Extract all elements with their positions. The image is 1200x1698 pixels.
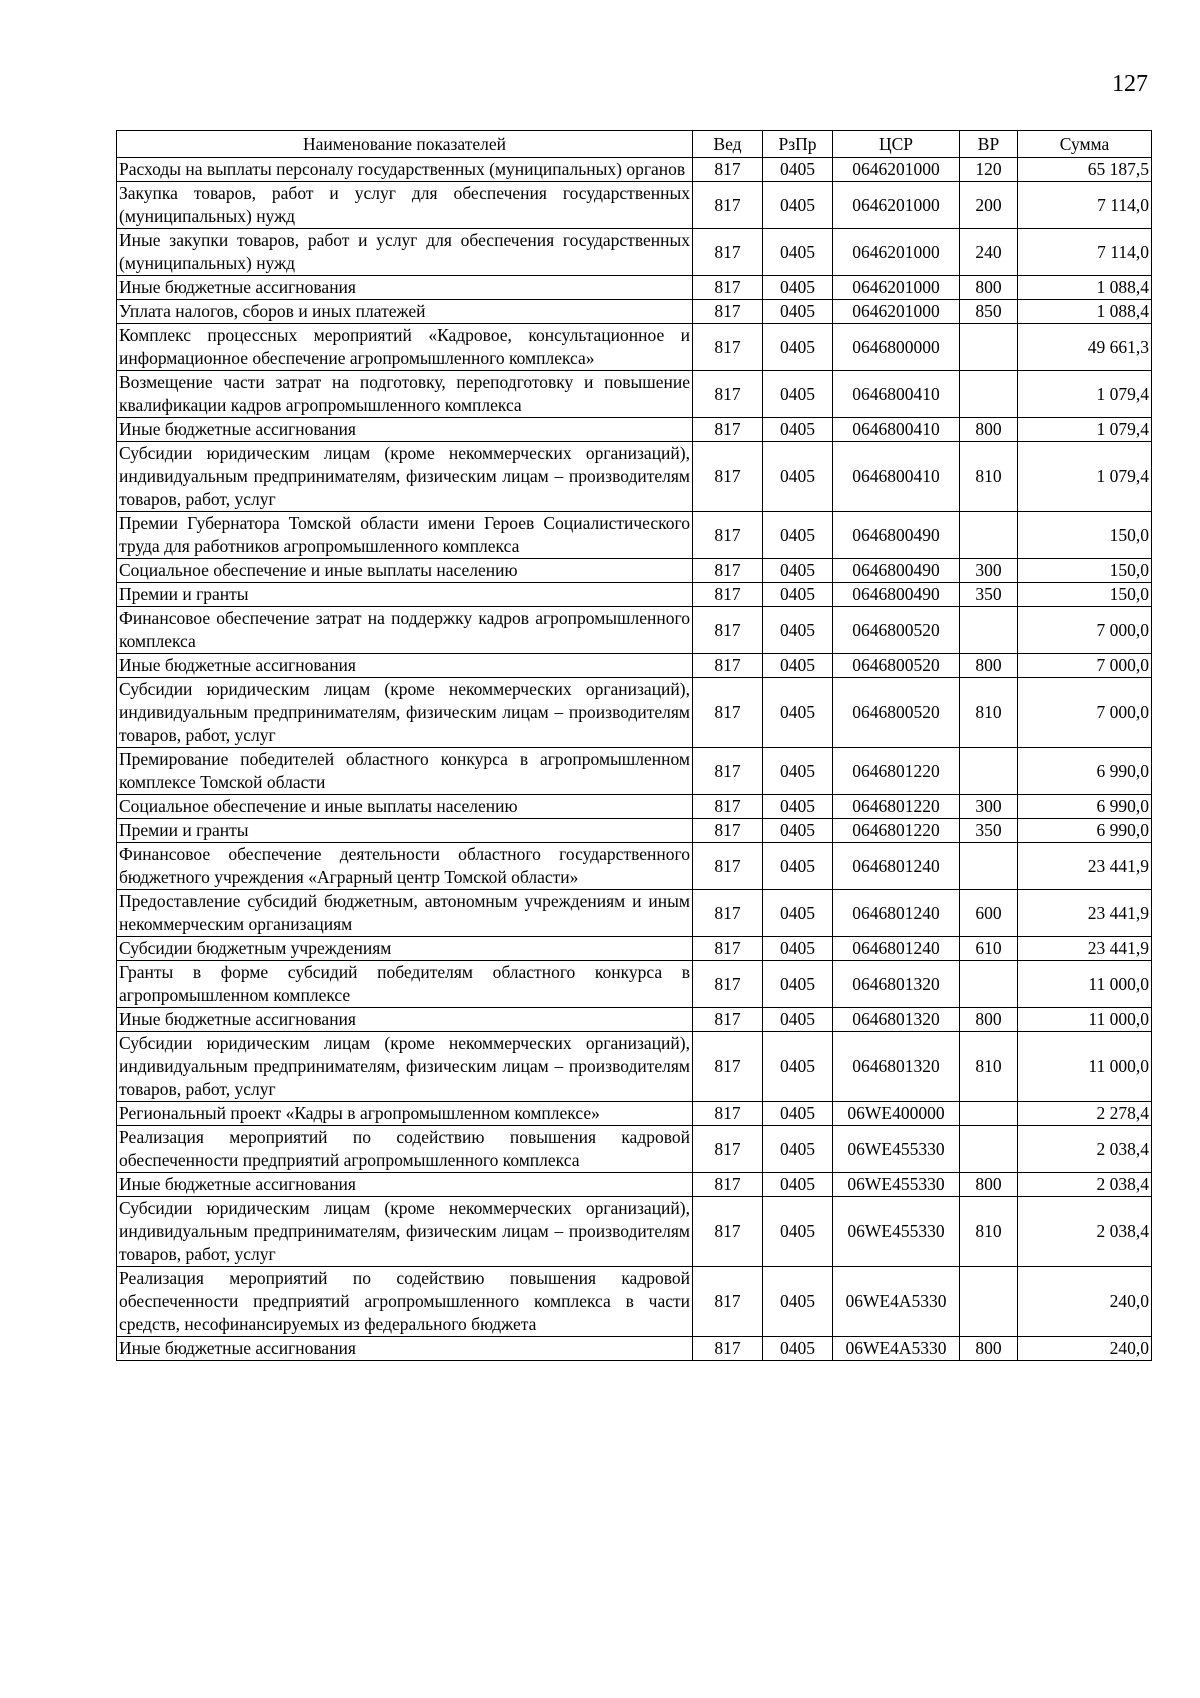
cell-rzpr: 0405 (763, 182, 833, 229)
cell-ved: 817 (693, 795, 763, 819)
cell-ved: 817 (693, 1102, 763, 1126)
cell-csr: 0646201000 (833, 158, 960, 182)
cell-name: Расходы на выплаты персоналу государственных (муниципальных) органов (117, 158, 693, 182)
cell-rzpr: 0405 (763, 1173, 833, 1197)
cell-csr: 0646800000 (833, 324, 960, 371)
cell-sum: 6 990,0 (1018, 795, 1152, 819)
cell-name: Премии и гранты (117, 583, 693, 607)
cell-sum: 240,0 (1018, 1267, 1152, 1337)
cell-ved: 817 (693, 512, 763, 559)
cell-ved: 817 (693, 158, 763, 182)
cell-csr: 0646800490 (833, 512, 960, 559)
cell-name: Иные бюджетные ассигнования (117, 276, 693, 300)
cell-vr (960, 748, 1018, 795)
cell-csr: 0646801320 (833, 1008, 960, 1032)
cell-vr: 800 (960, 1008, 1018, 1032)
cell-csr: 0646800410 (833, 442, 960, 512)
table-row (117, 1267, 1152, 1337)
cell-csr: 0646800520 (833, 607, 960, 654)
cell-rzpr: 0405 (763, 1197, 833, 1267)
cell-vr: 810 (960, 1032, 1018, 1102)
cell-ved: 817 (693, 1173, 763, 1197)
cell-ved: 817 (693, 654, 763, 678)
cell-vr: 240 (960, 229, 1018, 276)
cell-csr: 0646800490 (833, 559, 960, 583)
cell-sum: 7 114,0 (1018, 182, 1152, 229)
cell-name: Закупка товаров, работ и услуг для обеспечения государственных (муниципальных) нужд (117, 182, 693, 229)
cell-csr: 06WE455330 (833, 1197, 960, 1267)
cell-rzpr: 0405 (763, 583, 833, 607)
table-row (117, 748, 1152, 795)
cell-rzpr: 0405 (763, 324, 833, 371)
table-row (117, 324, 1152, 371)
table-row (117, 559, 1152, 583)
cell-sum: 150,0 (1018, 583, 1152, 607)
cell-sum: 23 441,9 (1018, 890, 1152, 937)
cell-ved: 817 (693, 1197, 763, 1267)
cell-ved: 817 (693, 442, 763, 512)
cell-ved: 817 (693, 300, 763, 324)
table-row (117, 418, 1152, 442)
cell-csr: 0646801220 (833, 795, 960, 819)
cell-csr: 0646801220 (833, 819, 960, 843)
cell-ved: 817 (693, 890, 763, 937)
table-row (117, 1102, 1152, 1126)
table-row (117, 512, 1152, 559)
table-row (117, 1126, 1152, 1173)
cell-name: Премии Губернатора Томской области имени Героев Социалистического труда для работников агропромышленного комплекса (117, 512, 693, 559)
cell-vr: 200 (960, 182, 1018, 229)
table-row (117, 1197, 1152, 1267)
table-row (117, 300, 1152, 324)
cell-rzpr: 0405 (763, 1126, 833, 1173)
cell-sum: 49 661,3 (1018, 324, 1152, 371)
header-vr: ВР (960, 131, 1018, 158)
cell-vr: 800 (960, 276, 1018, 300)
cell-rzpr: 0405 (763, 795, 833, 819)
cell-ved: 817 (693, 1337, 763, 1361)
table-row (117, 158, 1152, 182)
cell-sum: 150,0 (1018, 559, 1152, 583)
cell-ved: 817 (693, 1126, 763, 1173)
cell-name: Предоставление субсидий бюджетным, автономным учреждениям и иным некоммерческим организациям (117, 890, 693, 937)
cell-csr: 06WE4A5330 (833, 1337, 960, 1361)
table-row (117, 371, 1152, 418)
cell-sum: 1 079,4 (1018, 418, 1152, 442)
cell-csr: 0646201000 (833, 229, 960, 276)
cell-ved: 817 (693, 748, 763, 795)
cell-vr: 850 (960, 300, 1018, 324)
cell-name: Премии и гранты (117, 819, 693, 843)
header-sum: Сумма (1018, 131, 1152, 158)
cell-rzpr: 0405 (763, 937, 833, 961)
cell-rzpr: 0405 (763, 276, 833, 300)
header-csr: ЦСР (833, 131, 960, 158)
cell-ved: 817 (693, 418, 763, 442)
header-ved: Вед (693, 131, 763, 158)
cell-rzpr: 0405 (763, 158, 833, 182)
table-row (117, 937, 1152, 961)
page-number: 127 (1112, 71, 1148, 97)
cell-csr: 0646800520 (833, 678, 960, 748)
table-row (117, 961, 1152, 1008)
cell-rzpr: 0405 (763, 229, 833, 276)
cell-csr: 0646801220 (833, 748, 960, 795)
cell-vr: 800 (960, 1337, 1018, 1361)
cell-rzpr: 0405 (763, 300, 833, 324)
cell-rzpr: 0405 (763, 1032, 833, 1102)
cell-vr (960, 1102, 1018, 1126)
cell-name: Субсидии юридическим лицам (кроме некоммерческих организаций), индивидуальным предпринимателям, физическим лицам – производителям товаров, работ, услуг (117, 1032, 693, 1102)
table-row (117, 795, 1152, 819)
cell-csr: 0646800520 (833, 654, 960, 678)
cell-csr: 06WE455330 (833, 1126, 960, 1173)
cell-sum: 150,0 (1018, 512, 1152, 559)
cell-sum: 1 079,4 (1018, 371, 1152, 418)
cell-name: Премирование победителей областного конкурса в агропромышленном комплексе Томской области (117, 748, 693, 795)
cell-rzpr: 0405 (763, 748, 833, 795)
table-row (117, 1337, 1152, 1361)
cell-ved: 817 (693, 371, 763, 418)
cell-name: Региональный проект «Кадры в агропромышленном комплексе» (117, 1102, 693, 1126)
cell-vr: 810 (960, 442, 1018, 512)
cell-sum: 1 079,4 (1018, 442, 1152, 512)
cell-vr: 300 (960, 559, 1018, 583)
cell-vr (960, 961, 1018, 1008)
cell-name: Реализация мероприятий по содействию повышения кадровой обеспеченности предприятий агропромышленного комплекса (117, 1126, 693, 1173)
table-body (117, 158, 1152, 1361)
cell-ved: 817 (693, 583, 763, 607)
cell-name: Иные бюджетные ассигнования (117, 654, 693, 678)
cell-rzpr: 0405 (763, 371, 833, 418)
cell-name: Субсидии юридическим лицам (кроме некоммерческих организаций), индивидуальным предпринимателям, физическим лицам – производителям товаров, работ, услуг (117, 678, 693, 748)
cell-csr: 0646800410 (833, 418, 960, 442)
cell-rzpr: 0405 (763, 559, 833, 583)
cell-csr: 0646800490 (833, 583, 960, 607)
cell-name: Субсидии бюджетным учреждениям (117, 937, 693, 961)
table-row (117, 442, 1152, 512)
cell-sum: 11 000,0 (1018, 1008, 1152, 1032)
cell-sum: 6 990,0 (1018, 748, 1152, 795)
cell-rzpr: 0405 (763, 819, 833, 843)
cell-csr: 0646201000 (833, 182, 960, 229)
cell-sum: 23 441,9 (1018, 843, 1152, 890)
cell-name: Социальное обеспечение и иные выплаты населению (117, 559, 693, 583)
cell-vr (960, 324, 1018, 371)
cell-csr: 0646801240 (833, 937, 960, 961)
cell-rzpr: 0405 (763, 1267, 833, 1337)
table-row (117, 654, 1152, 678)
cell-ved: 817 (693, 819, 763, 843)
cell-vr (960, 843, 1018, 890)
cell-vr: 350 (960, 819, 1018, 843)
cell-ved: 817 (693, 607, 763, 654)
cell-vr: 600 (960, 890, 1018, 937)
table-row (117, 229, 1152, 276)
cell-ved: 817 (693, 182, 763, 229)
table-row (117, 1173, 1152, 1197)
cell-name: Иные бюджетные ассигнования (117, 1337, 693, 1361)
cell-name: Возмещение части затрат на подготовку, переподготовку и повышение квалификации кадров агропромышленного комплекса (117, 371, 693, 418)
cell-sum: 23 441,9 (1018, 937, 1152, 961)
cell-rzpr: 0405 (763, 1337, 833, 1361)
cell-vr (960, 607, 1018, 654)
cell-ved: 817 (693, 1267, 763, 1337)
table-row (117, 1032, 1152, 1102)
cell-csr: 06WE400000 (833, 1102, 960, 1126)
cell-name: Гранты в форме субсидий победителям областного конкурса в агропромышленном комплексе (117, 961, 693, 1008)
cell-ved: 817 (693, 276, 763, 300)
cell-name: Иные закупки товаров, работ и услуг для обеспечения государственных (муниципальных) нужд (117, 229, 693, 276)
cell-name: Комплекс процессных мероприятий «Кадровое, консультационное и информационное обеспечение агропромышленного комплекса» (117, 324, 693, 371)
cell-sum: 2 038,4 (1018, 1197, 1152, 1267)
cell-vr (960, 1267, 1018, 1337)
cell-csr: 06WE4A5330 (833, 1267, 960, 1337)
cell-name: Субсидии юридическим лицам (кроме некоммерческих организаций), индивидуальным предпринимателям, физическим лицам – производителям товаров, работ, услуг (117, 1197, 693, 1267)
table-row (117, 1008, 1152, 1032)
cell-sum: 11 000,0 (1018, 961, 1152, 1008)
cell-name: Иные бюджетные ассигнования (117, 418, 693, 442)
cell-sum: 2 038,4 (1018, 1173, 1152, 1197)
cell-rzpr: 0405 (763, 1008, 833, 1032)
cell-csr: 0646801320 (833, 961, 960, 1008)
cell-csr: 0646201000 (833, 300, 960, 324)
cell-sum: 6 990,0 (1018, 819, 1152, 843)
cell-csr: 0646800410 (833, 371, 960, 418)
cell-sum: 2 038,4 (1018, 1126, 1152, 1173)
cell-name: Иные бюджетные ассигнования (117, 1173, 693, 1197)
cell-vr: 810 (960, 1197, 1018, 1267)
cell-csr: 06WE455330 (833, 1173, 960, 1197)
cell-vr (960, 371, 1018, 418)
cell-sum: 7 000,0 (1018, 678, 1152, 748)
cell-ved: 817 (693, 324, 763, 371)
budget-table (116, 130, 1152, 1361)
cell-vr (960, 512, 1018, 559)
cell-ved: 817 (693, 843, 763, 890)
cell-ved: 817 (693, 229, 763, 276)
cell-ved: 817 (693, 559, 763, 583)
cell-csr: 0646801240 (833, 890, 960, 937)
cell-rzpr: 0405 (763, 678, 833, 748)
cell-vr: 800 (960, 1173, 1018, 1197)
cell-vr: 810 (960, 678, 1018, 748)
table-row (117, 890, 1152, 937)
cell-vr: 800 (960, 418, 1018, 442)
cell-rzpr: 0405 (763, 442, 833, 512)
cell-csr: 0646201000 (833, 276, 960, 300)
cell-ved: 817 (693, 1032, 763, 1102)
cell-ved: 817 (693, 1008, 763, 1032)
cell-csr: 0646801320 (833, 1032, 960, 1102)
header-name: Наименование показателей (117, 131, 693, 158)
cell-sum: 7 000,0 (1018, 654, 1152, 678)
cell-name: Иные бюджетные ассигнования (117, 1008, 693, 1032)
cell-name: Финансовое обеспечение затрат на поддержку кадров агропромышленного комплекса (117, 607, 693, 654)
cell-vr: 120 (960, 158, 1018, 182)
table-row (117, 678, 1152, 748)
cell-rzpr: 0405 (763, 1102, 833, 1126)
cell-name: Субсидии юридическим лицам (кроме некоммерческих организаций), индивидуальным предпринимателям, физическим лицам – производителям товаров, работ, услуг (117, 442, 693, 512)
cell-sum: 1 088,4 (1018, 276, 1152, 300)
cell-sum: 65 187,5 (1018, 158, 1152, 182)
cell-sum: 7 114,0 (1018, 229, 1152, 276)
cell-name: Социальное обеспечение и иные выплаты населению (117, 795, 693, 819)
cell-rzpr: 0405 (763, 890, 833, 937)
cell-ved: 817 (693, 937, 763, 961)
cell-vr: 610 (960, 937, 1018, 961)
table-row (117, 583, 1152, 607)
cell-rzpr: 0405 (763, 607, 833, 654)
table-row (117, 607, 1152, 654)
cell-name: Уплата налогов, сборов и иных платежей (117, 300, 693, 324)
cell-vr (960, 1126, 1018, 1173)
cell-vr: 300 (960, 795, 1018, 819)
cell-ved: 817 (693, 961, 763, 1008)
table-row (117, 843, 1152, 890)
cell-rzpr: 0405 (763, 418, 833, 442)
cell-sum: 240,0 (1018, 1337, 1152, 1361)
cell-ved: 817 (693, 678, 763, 748)
table-row (117, 276, 1152, 300)
header-rzpr: РзПр (763, 131, 833, 158)
cell-rzpr: 0405 (763, 843, 833, 890)
table-row (117, 819, 1152, 843)
cell-rzpr: 0405 (763, 961, 833, 1008)
cell-name: Реализация мероприятий по содействию повышения кадровой обеспеченности предприятий агропромышленного комплекса в части средств, несофинансируемых из федерального бюджета (117, 1267, 693, 1337)
cell-rzpr: 0405 (763, 654, 833, 678)
cell-sum: 7 000,0 (1018, 607, 1152, 654)
cell-vr: 350 (960, 583, 1018, 607)
cell-name: Финансовое обеспечение деятельности областного государственного бюджетного учреждения «Аграрный центр Томской области» (117, 843, 693, 890)
cell-sum: 11 000,0 (1018, 1032, 1152, 1102)
table-header-row (117, 131, 1152, 158)
cell-rzpr: 0405 (763, 512, 833, 559)
cell-sum: 2 278,4 (1018, 1102, 1152, 1126)
cell-csr: 0646801240 (833, 843, 960, 890)
cell-sum: 1 088,4 (1018, 300, 1152, 324)
cell-vr: 800 (960, 654, 1018, 678)
table-row (117, 182, 1152, 229)
